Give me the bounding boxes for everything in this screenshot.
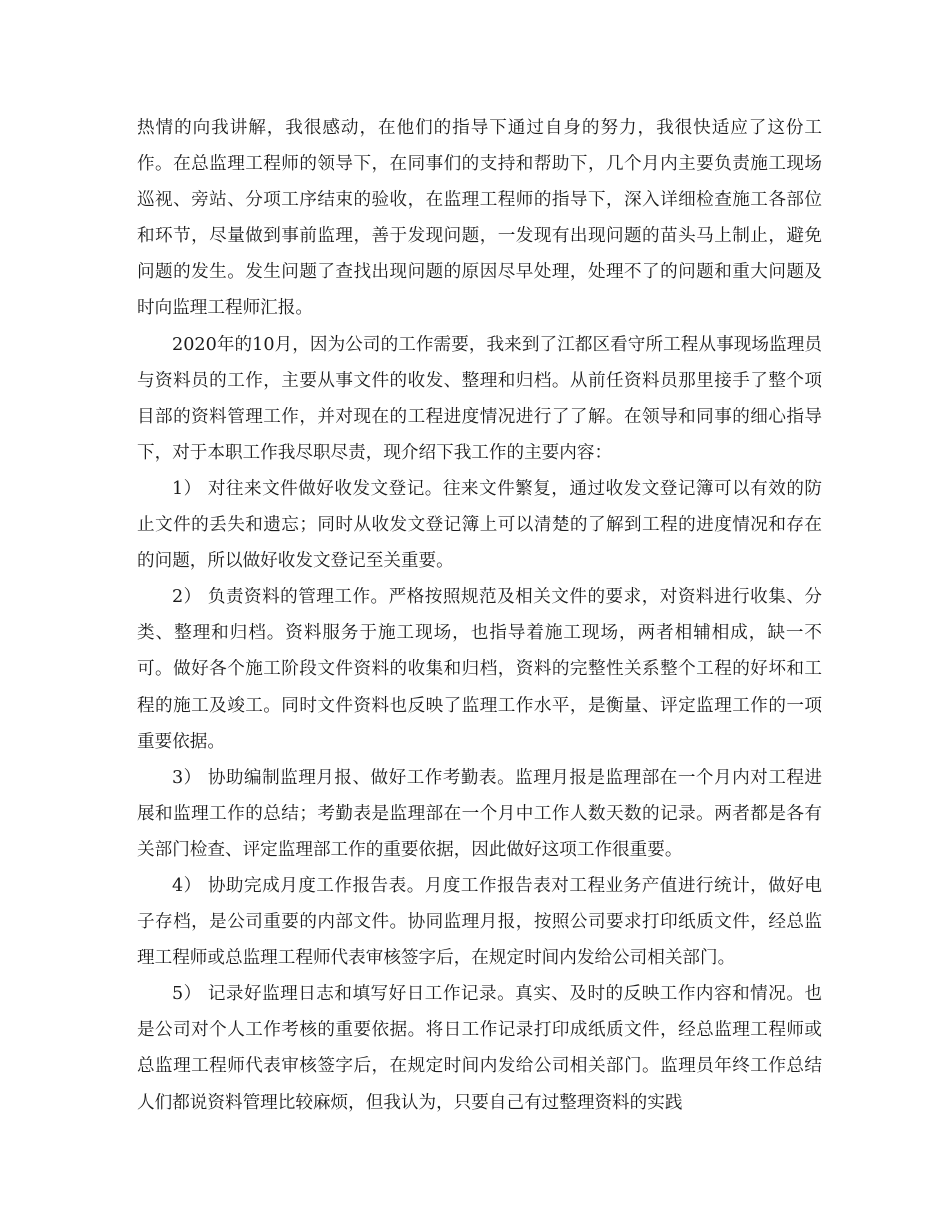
paragraph-october-2020: 2020年的10月，因为公司的工作需要，我来到了江都区看守所工程从事现场监理员与资料员的工作，主要从事文件的收发、整理和归档。从前任资料员那里接手了整个项目部的资料管理工作，并对现在的工程进度情况进行了了解。在领导和同事的细心指导下，对于本职工作我尽职尽责，现介绍下我工作的主要内容： <box>137 334 822 463</box>
paragraph-item-2: 2） 负责资料的管理工作。严格按照规范及相关文件的要求，对资料进行收集、分类、整理和归档。资料服务于施工现场，也指导着施工现场，两者相辅相成，缺一不可。做好各个施工阶段文件资料的收集和归档，资料的完整性关系整个工程的好坏和工程的施工及竣工。同时文件资料也反映了监理工作水平，是衡量、评定监理工作的一项重要依据。 <box>137 587 822 752</box>
paragraph-intro: 热情的向我讲解，我很感动，在他们的指导下通过自身的努力，我很快适应了这份工作。在总监理工程师的领导下，在同事们的支持和帮助下，几个月内主要负责施工现场巡视、旁站、分项工序结束的验收，在监理工程师的指导下，深入详细检查施工各部位和环节，尽量做到事前监理，善于发现问题，一发现有出现问题的苗头马上制止，避免问题的发生。发生问题了查找出现问题的原因尽早处理，处理不了的问题和重大问题及时向监理工程师汇报。 <box>137 118 822 319</box>
paragraph-item-5: 5） 记录好监理日志和填写好日工作记录。真实、及时的反映工作内容和情况。也是公司对个人工作考核的重要依据。将日工作记录打印成纸质文件，经总监理工程师或总监理工程师代表审核签字后，在规定时间内发给公司相关部门。监理员年终工作总结人们都说资料管理比较麻烦，但我认为，只要自己有过整理资料的实践 <box>137 984 822 1113</box>
paragraph-item-1: 1） 对往来文件做好收发文登记。往来文件繁复，通过收发文登记簿可以有效的防止文件的丢失和遗忘；同时从收发文登记簿上可以清楚的了解到工程的进度情况和存在的问题，所以做好收发文登记至关重要。 <box>137 478 822 572</box>
paragraph-item-3: 3） 协助编制监理月报、做好工作考勤表。监理月报是监理部在一个月内对工程进展和监理工作的总结；考勤表是监理部在一个月中工作人数天数的记录。两者都是各有关部门检查、评定监理部工作的重要依据，因此做好这项工作很重要。 <box>137 767 822 860</box>
document-body <box>137 110 822 1121</box>
paragraph-item-4: 4） 协助完成月度工作报告表。月度工作报告表对工程业务产值进行统计，做好电子存档，是公司重要的内部文件。协同监理月报，按照公司要求打印纸质文件，经总监理工程师或总监理工程师代表审核签字后，在规定时间内发给公司相关部门。 <box>137 875 822 969</box>
